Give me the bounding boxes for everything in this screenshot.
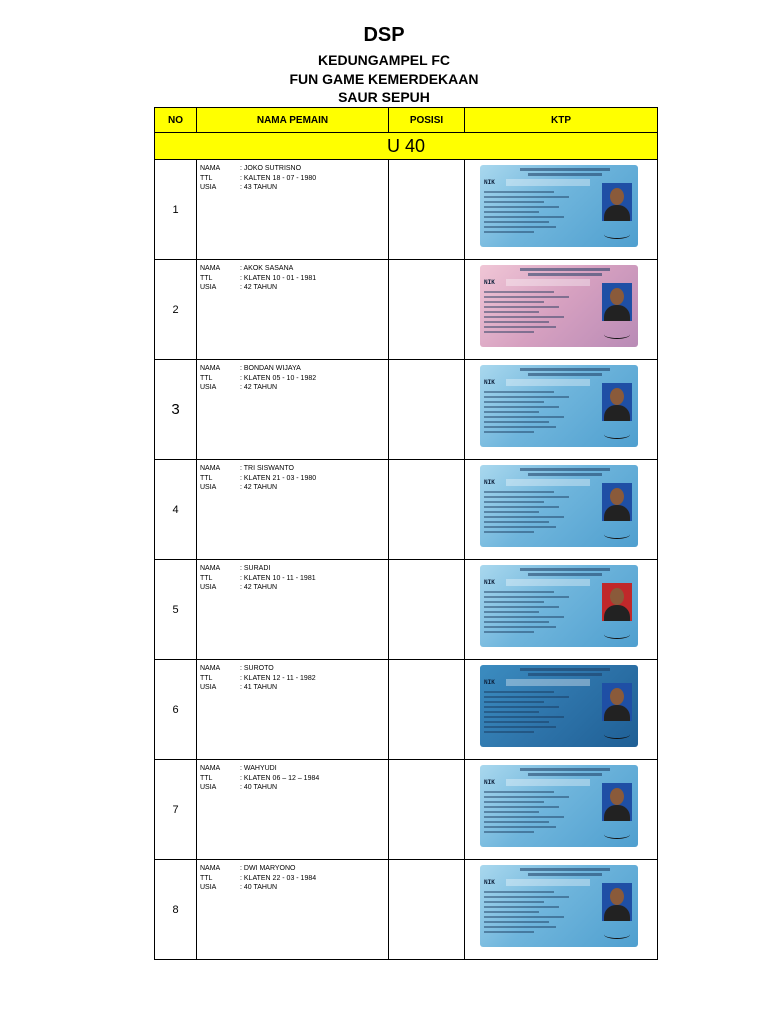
ktp-photo bbox=[602, 183, 632, 221]
player-name-line bbox=[200, 464, 388, 474]
ktp-nik-label: NIK bbox=[484, 879, 495, 886]
label-usia: USIA bbox=[200, 884, 217, 891]
ktp-detail-lines bbox=[484, 591, 584, 636]
player-ktp-cell bbox=[465, 660, 658, 760]
player-info bbox=[197, 860, 389, 960]
document-title: DSP bbox=[363, 24, 405, 46]
player-number: 6 bbox=[155, 660, 197, 760]
ktp-detail-lines bbox=[484, 691, 584, 736]
label-usia: USIA bbox=[200, 784, 217, 791]
column-header-no: NO bbox=[155, 108, 197, 133]
player-ktp-cell bbox=[465, 760, 658, 860]
column-header-posisi: POSISI bbox=[389, 108, 465, 133]
label-ttl: TTL bbox=[200, 274, 213, 282]
player-number: 2 bbox=[155, 260, 197, 360]
player-table bbox=[154, 107, 658, 960]
face-icon bbox=[610, 288, 624, 305]
label-ttl: TTL bbox=[200, 174, 213, 182]
label-ttl: TTL bbox=[200, 774, 213, 782]
table-row bbox=[155, 660, 658, 760]
ktp-detail-lines bbox=[484, 291, 584, 336]
player-name: : SURADI bbox=[240, 565, 271, 572]
ktp-nik-label: NIK bbox=[484, 279, 495, 286]
ktp-card-image bbox=[480, 865, 638, 947]
player-usia: : 42 TAHUN bbox=[240, 384, 278, 391]
table-row bbox=[155, 360, 658, 460]
label-nama: NAMA bbox=[200, 465, 221, 472]
signature-icon bbox=[604, 430, 630, 439]
label-usia: USIA bbox=[200, 384, 217, 391]
ktp-detail-lines bbox=[484, 191, 584, 236]
player-name-line bbox=[200, 864, 388, 874]
label-usia: USIA bbox=[200, 284, 217, 291]
ktp-province-text bbox=[520, 368, 610, 371]
ktp-card-image bbox=[480, 365, 638, 447]
ktp-nik-number bbox=[506, 479, 590, 486]
ktp-nik-label: NIK bbox=[484, 579, 495, 586]
player-usia: : 41 TAHUN bbox=[240, 684, 278, 691]
player-name: : WAHYUDI bbox=[240, 765, 277, 772]
face-icon bbox=[610, 688, 624, 705]
face-icon bbox=[610, 888, 624, 905]
face-icon bbox=[610, 188, 624, 205]
ktp-nik-number bbox=[506, 679, 590, 686]
ktp-province-text bbox=[520, 468, 610, 471]
label-nama: NAMA bbox=[200, 865, 221, 872]
player-position bbox=[389, 660, 465, 760]
player-number: 8 bbox=[155, 860, 197, 960]
player-usia-line bbox=[200, 283, 388, 293]
ktp-detail-lines bbox=[484, 491, 584, 536]
table-row bbox=[155, 860, 658, 960]
club-name: KEDUNGAMPEL FC bbox=[318, 52, 450, 68]
ktp-detail-lines bbox=[484, 791, 584, 836]
ktp-nik-number bbox=[506, 379, 590, 386]
player-ttl-line bbox=[200, 674, 388, 684]
player-name-line bbox=[200, 664, 388, 674]
player-position bbox=[389, 460, 465, 560]
ktp-nik-label: NIK bbox=[484, 679, 495, 686]
player-number: 7 bbox=[155, 760, 197, 860]
player-position bbox=[389, 760, 465, 860]
label-ttl: TTL bbox=[200, 874, 213, 882]
player-position bbox=[389, 260, 465, 360]
ktp-nik-label: NIK bbox=[484, 179, 495, 186]
player-name-line bbox=[200, 764, 388, 774]
table-row bbox=[155, 760, 658, 860]
table-row bbox=[155, 460, 658, 560]
label-ttl: TTL bbox=[200, 374, 213, 382]
player-ttl-line bbox=[200, 774, 388, 784]
table-row bbox=[155, 260, 658, 360]
player-ktp-cell bbox=[465, 360, 658, 460]
signature-icon bbox=[604, 930, 630, 939]
player-usia: : 42 TAHUN bbox=[240, 484, 278, 491]
player-ttl-line bbox=[200, 874, 388, 884]
player-usia-line bbox=[200, 683, 388, 693]
player-ttl: : KLATEN 12 - 11 - 1982 bbox=[240, 674, 316, 682]
player-ttl: : KLATEN 10 - 01 - 1981 bbox=[240, 274, 317, 282]
ktp-regency-text bbox=[528, 773, 602, 776]
label-nama: NAMA bbox=[200, 665, 221, 672]
player-position bbox=[389, 560, 465, 660]
group-row bbox=[155, 133, 658, 160]
player-ttl: : KLATEN 22 - 03 - 1984 bbox=[240, 874, 317, 882]
player-ttl-line bbox=[200, 374, 388, 384]
label-ttl: TTL bbox=[200, 574, 213, 582]
ktp-detail-lines bbox=[484, 391, 584, 436]
player-position bbox=[389, 860, 465, 960]
ktp-regency-text bbox=[528, 573, 602, 576]
ktp-photo bbox=[602, 483, 632, 521]
ktp-photo bbox=[602, 583, 632, 621]
ktp-nik-number bbox=[506, 579, 590, 586]
player-usia-line bbox=[200, 383, 388, 393]
ktp-nik-number bbox=[506, 279, 590, 286]
label-ttl: TTL bbox=[200, 674, 213, 682]
ktp-regency-text bbox=[528, 873, 602, 876]
player-usia: : 40 TAHUN bbox=[240, 884, 278, 891]
ktp-card-image bbox=[480, 165, 638, 247]
group-label: U 40 bbox=[155, 133, 658, 160]
ktp-nik-number bbox=[506, 179, 590, 186]
label-nama: NAMA bbox=[200, 765, 221, 772]
player-name-line bbox=[200, 564, 388, 574]
ktp-photo bbox=[602, 783, 632, 821]
shoulders-icon bbox=[604, 905, 630, 921]
player-ktp-cell bbox=[465, 460, 658, 560]
player-name: : SUROTO bbox=[240, 665, 274, 672]
player-number: 1 bbox=[155, 160, 197, 260]
player-ttl-line bbox=[200, 574, 388, 584]
ktp-card-image bbox=[480, 265, 638, 347]
face-icon bbox=[610, 488, 624, 505]
player-number: 4 bbox=[155, 460, 197, 560]
label-nama: NAMA bbox=[200, 165, 221, 172]
label-usia: USIA bbox=[200, 684, 217, 691]
player-ttl: : KLATEN 10 - 11 - 1981 bbox=[240, 574, 316, 582]
shoulders-icon bbox=[604, 705, 630, 721]
player-usia-line bbox=[200, 883, 388, 893]
player-name-line bbox=[200, 264, 388, 274]
player-info bbox=[197, 760, 389, 860]
column-header-nama: NAMA PEMAIN bbox=[197, 108, 389, 133]
ktp-detail-lines bbox=[484, 891, 584, 936]
player-name: : TRI SISWANTO bbox=[240, 465, 294, 472]
player-usia-line bbox=[200, 583, 388, 593]
ktp-province-text bbox=[520, 668, 610, 671]
label-usia: USIA bbox=[200, 584, 217, 591]
ktp-regency-text bbox=[528, 473, 602, 476]
player-ttl: : KLATEN 21 - 03 - 1980 bbox=[240, 474, 317, 482]
ktp-card-image bbox=[480, 565, 638, 647]
player-usia-line bbox=[200, 783, 388, 793]
ktp-photo bbox=[602, 283, 632, 321]
player-usia-line bbox=[200, 483, 388, 493]
ktp-nik-label: NIK bbox=[484, 379, 495, 386]
signature-icon bbox=[604, 530, 630, 539]
ktp-province-text bbox=[520, 868, 610, 871]
label-nama: NAMA bbox=[200, 265, 221, 272]
ktp-photo bbox=[602, 383, 632, 421]
label-nama: NAMA bbox=[200, 365, 221, 372]
signature-icon bbox=[604, 630, 630, 639]
signature-icon bbox=[604, 230, 630, 239]
player-name: : BONDAN WIJAYA bbox=[240, 365, 301, 372]
ktp-province-text bbox=[520, 768, 610, 771]
signature-icon bbox=[604, 330, 630, 339]
player-info bbox=[197, 160, 389, 260]
column-header-ktp: KTP bbox=[465, 108, 658, 133]
player-usia-line bbox=[200, 183, 388, 193]
player-info bbox=[197, 260, 389, 360]
player-name: : AKOK SASANA bbox=[240, 265, 294, 272]
ktp-card-image bbox=[480, 665, 638, 747]
player-ktp-cell bbox=[465, 860, 658, 960]
event-subtitle: SAUR SEPUH bbox=[338, 89, 430, 105]
player-ktp-cell bbox=[465, 160, 658, 260]
ktp-photo bbox=[602, 883, 632, 921]
ktp-card-image bbox=[480, 465, 638, 547]
ktp-nik-label: NIK bbox=[484, 479, 495, 486]
shoulders-icon bbox=[604, 605, 630, 621]
player-ttl: : KLATEN 05 - 10 - 1982 bbox=[240, 374, 317, 382]
shoulders-icon bbox=[604, 405, 630, 421]
table-row bbox=[155, 160, 658, 260]
ktp-regency-text bbox=[528, 373, 602, 376]
label-usia: USIA bbox=[200, 484, 217, 491]
ktp-regency-text bbox=[528, 173, 602, 176]
signature-icon bbox=[604, 730, 630, 739]
player-number: 5 bbox=[155, 560, 197, 660]
table-row bbox=[155, 560, 658, 660]
ktp-photo bbox=[602, 683, 632, 721]
ktp-card-image bbox=[480, 765, 638, 847]
label-usia: USIA bbox=[200, 184, 217, 191]
player-ttl-line bbox=[200, 274, 388, 284]
player-ttl-line bbox=[200, 474, 388, 484]
shoulders-icon bbox=[604, 305, 630, 321]
player-usia: : 40 TAHUN bbox=[240, 784, 278, 791]
player-usia: : 43 TAHUN bbox=[240, 184, 278, 191]
player-ttl-line bbox=[200, 174, 388, 184]
player-ktp-cell bbox=[465, 560, 658, 660]
label-ttl: TTL bbox=[200, 474, 213, 482]
shoulders-icon bbox=[604, 505, 630, 521]
player-info bbox=[197, 460, 389, 560]
signature-icon bbox=[604, 830, 630, 839]
shoulders-icon bbox=[604, 205, 630, 221]
shoulders-icon bbox=[604, 805, 630, 821]
ktp-province-text bbox=[520, 168, 610, 171]
event-name: FUN GAME KEMERDEKAAN bbox=[289, 71, 479, 87]
ktp-province-text bbox=[520, 568, 610, 571]
player-name: : DWI MARYONO bbox=[240, 865, 296, 872]
player-name-line bbox=[200, 164, 388, 174]
ktp-nik-label: NIK bbox=[484, 779, 495, 786]
player-number: 3 bbox=[155, 360, 197, 460]
face-icon bbox=[610, 588, 624, 605]
player-info bbox=[197, 660, 389, 760]
player-ttl: : KALTEN 18 - 07 - 1980 bbox=[240, 174, 317, 182]
player-usia: : 42 TAHUN bbox=[240, 284, 278, 291]
face-icon bbox=[610, 388, 624, 405]
player-ttl: : KLATEN 06 – 12 – 1984 bbox=[240, 774, 320, 782]
player-name: : JOKO SUTRISNO bbox=[240, 165, 302, 172]
label-nama: NAMA bbox=[200, 565, 221, 572]
ktp-regency-text bbox=[528, 673, 602, 676]
player-position bbox=[389, 360, 465, 460]
ktp-regency-text bbox=[528, 273, 602, 276]
ktp-nik-number bbox=[506, 779, 590, 786]
player-usia: : 42 TAHUN bbox=[240, 584, 278, 591]
ktp-province-text bbox=[520, 268, 610, 271]
player-info bbox=[197, 560, 389, 660]
player-name-line bbox=[200, 364, 388, 374]
player-info bbox=[197, 360, 389, 460]
player-ktp-cell bbox=[465, 260, 658, 360]
table-header-row bbox=[155, 108, 658, 133]
face-icon bbox=[610, 788, 624, 805]
ktp-nik-number bbox=[506, 879, 590, 886]
player-position bbox=[389, 160, 465, 260]
